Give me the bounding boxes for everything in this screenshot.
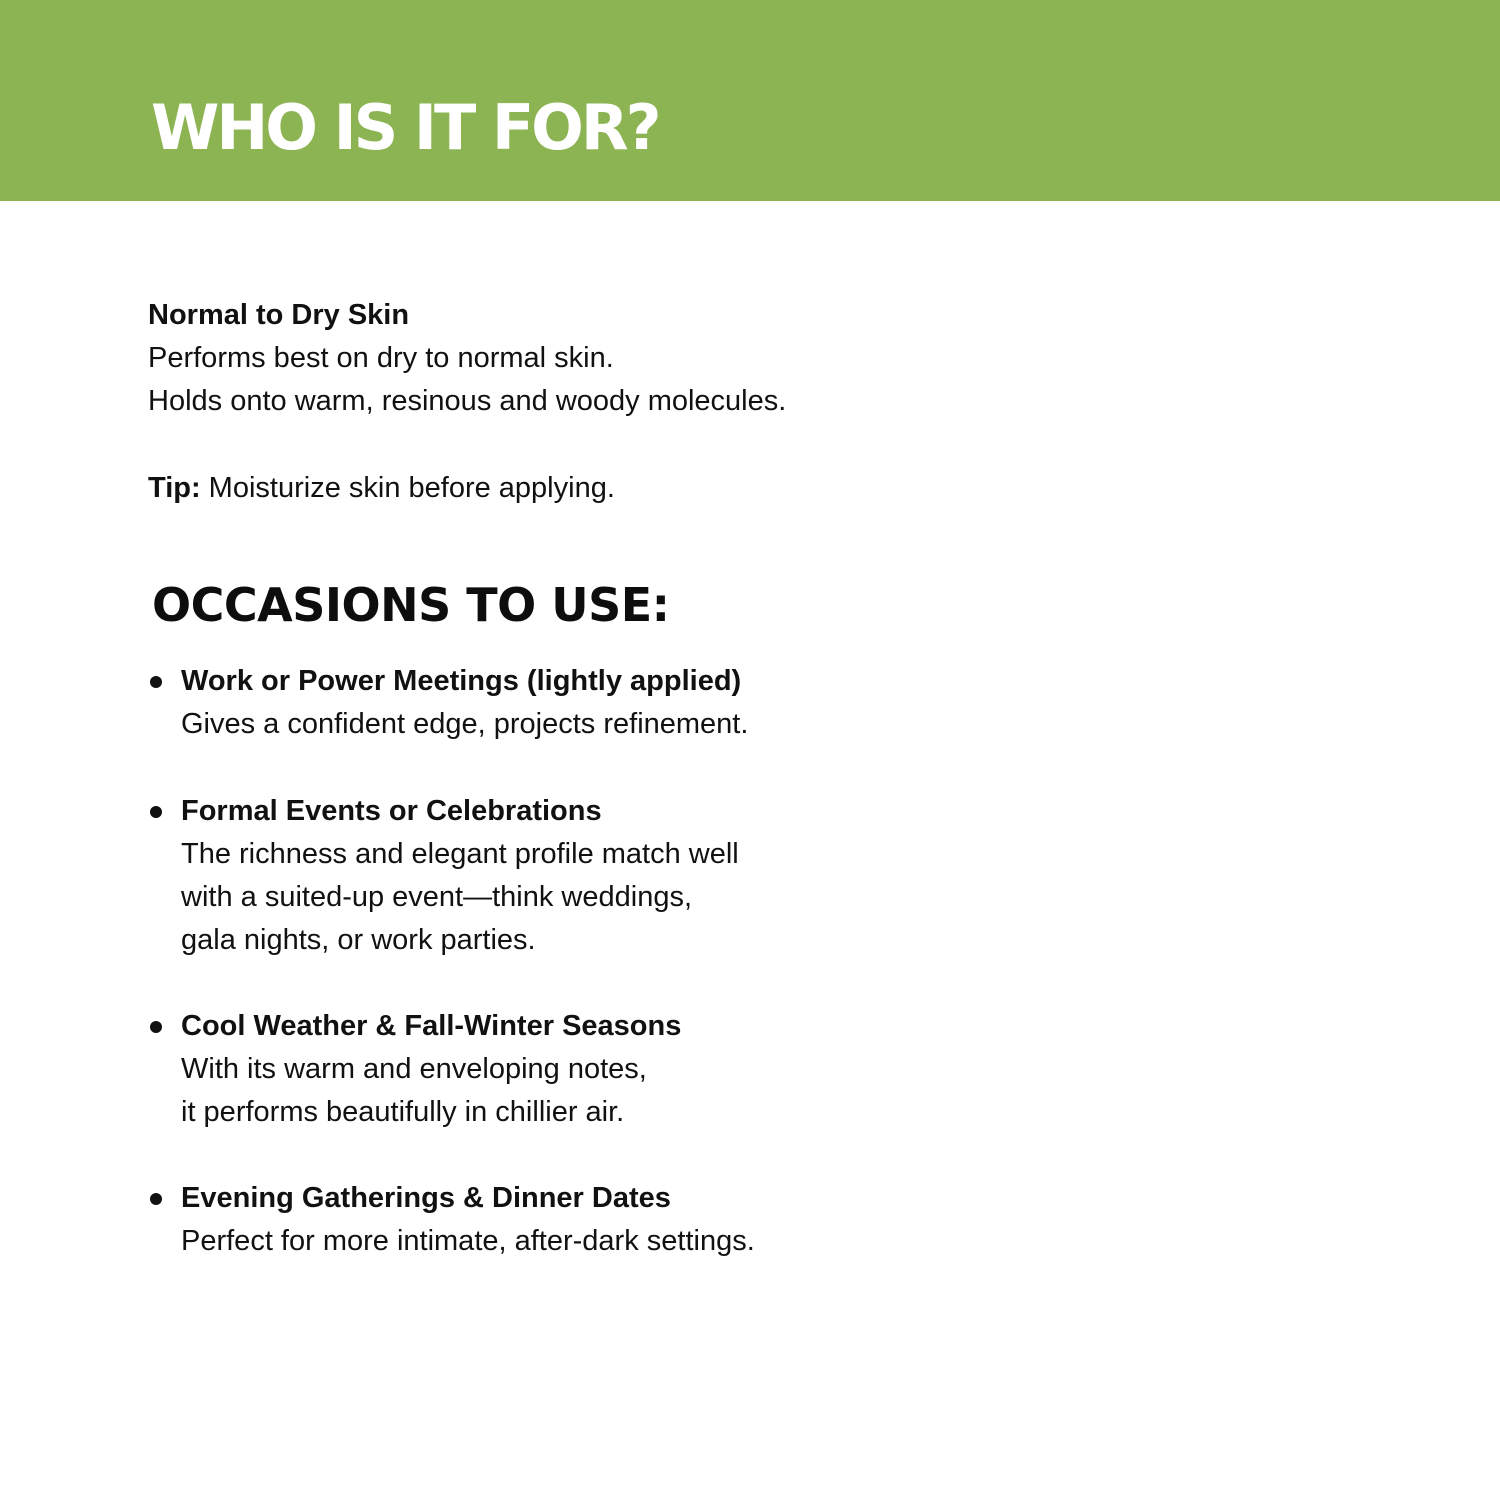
page-title: WHO IS IT FOR?	[151, 91, 659, 164]
tip-text: Moisturize skin before applying.	[200, 472, 615, 504]
tip-paragraph	[148, 467, 1148, 510]
occasions-title: OCCASIONS TO USE:	[152, 578, 670, 632]
occasion-description: Gives a confident edge, projects refinement.	[181, 708, 749, 740]
skin-type-line: Holds onto warm, resinous and woody molecules.	[148, 385, 787, 417]
skin-type-line: Performs best on dry to normal skin.	[148, 342, 614, 374]
occasion-heading: Evening Gatherings & Dinner Dates	[181, 1182, 671, 1214]
occasion-description: The richness and elegant profile match well	[181, 838, 739, 870]
occasion-heading: Work or Power Meetings (lightly applied)	[181, 665, 742, 697]
occasion-description: With its warm and enveloping notes,	[181, 1053, 647, 1085]
occasion-heading: Formal Events or Celebrations	[181, 795, 602, 827]
occasion-description: with a suited-up event—think weddings,	[181, 881, 693, 913]
header-banner	[0, 0, 1500, 201]
skin-type-section	[148, 294, 1148, 423]
occasion-description: Perfect for more intimate, after-dark settings.	[181, 1225, 755, 1257]
bullet-icon	[150, 1021, 162, 1033]
tip-label: Tip:	[148, 472, 201, 504]
bullet-icon	[150, 806, 162, 818]
skin-type-heading: Normal to Dry Skin	[148, 299, 410, 331]
occasion-description: it performs beautifully in chillier air.	[181, 1096, 625, 1128]
bullet-icon	[150, 676, 162, 688]
bullet-icon	[150, 1193, 162, 1205]
occasion-heading: Cool Weather & Fall-Winter Seasons	[181, 1010, 682, 1042]
occasion-description: gala nights, or work parties.	[181, 924, 536, 956]
